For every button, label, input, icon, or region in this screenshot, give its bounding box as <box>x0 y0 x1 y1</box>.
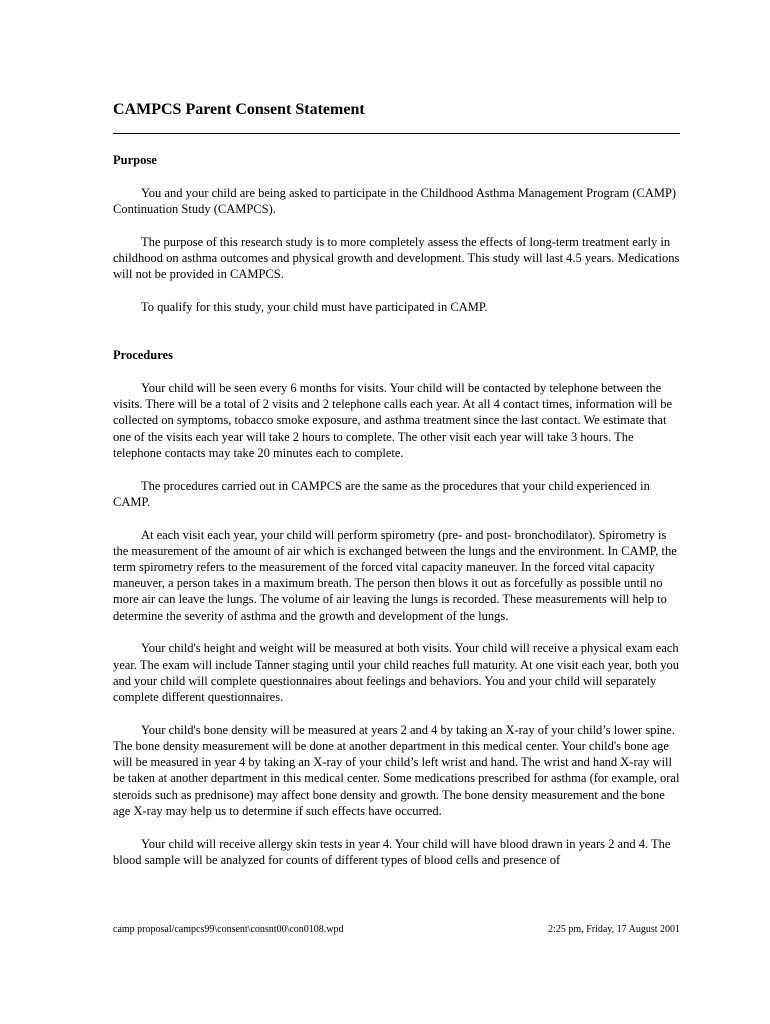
footer-timestamp: 2:25 pm, Friday, 17 August 2001 <box>548 924 680 935</box>
section-heading-procedures: Procedures <box>113 348 173 363</box>
document-body <box>113 152 680 868</box>
document-title: CAMPCS Parent Consent Statement <box>113 101 365 118</box>
section-heading-purpose: Purpose <box>113 153 157 167</box>
paragraph: To qualify for this study, your child must have participated in CAMP. <box>141 300 488 314</box>
paragraph: At each visit each year, your child will perform spirometry (pre- and post- bronchodilator). Spirometry is the measurement of the amount of air which is exchanged between the lungs and the environment. In CAMP, the term spirometry refers to the measurement of the forced vital capacity maneuver. In the forced vital capacity maneuver, a person takes in a maximum breath. The person then blows it out as forcefully as possible until no more air can leave the lungs. The volume of air leaving the lungs is recorded. These measurements will help to determine the severity of asthma and the growth and development of the lungs. <box>113 527 677 623</box>
section-procedures <box>113 347 680 868</box>
paragraph: The purpose of this research study is to more completely assess the effects of long-term treatment early in childhood on asthma outcomes and physical growth and development. This study will last 4.5 years. Medications will not be provided in CAMPCS. <box>113 234 680 282</box>
paragraph: You and your child are being asked to participate in the Childhood Asthma Management Program (CAMP) Continuation Study (CAMPCS). <box>113 185 677 216</box>
paragraph: Your child will receive allergy skin tests in year 4. Your child will have blood drawn in years 2 and 4. The blood sample will be analyzed for counts of different types of blood cells and presence of <box>113 836 671 867</box>
paragraph: Your child's height and weight will be measured at both visits. Your child will receive a physical exam each year. The exam will include Tanner staging until your child reaches full maturity. At one visit each year, both you and your child will complete questionnaires about feelings and behaviors. You and your child will separately complete different questionnaires. <box>113 641 679 705</box>
footer-file-path: camp proposal/campcs99\consent\consnt00\con0108.wpd <box>113 924 344 935</box>
paragraph: The procedures carried out in CAMPCS are the same as the procedures that your child experienced in CAMP. <box>113 478 650 509</box>
section-purpose <box>113 152 680 315</box>
paragraph: Your child's bone density will be measured at years 2 and 4 by taking an X-ray of your child’s lower spine. The bone density measurement will be done at another department in this medical center. Your child's bone age will be measured in year 4 by taking an X-ray of your child’s left wrist and hand. The wrist and hand X-ray will be taken at another department in this medical center. Some medications prescribed for asthma (for example, oral steroids such as prednisone) may affect bone density and growth. The bone density measurement and the bone age X-ray may help us to determine if such effects have occurred. <box>113 722 680 818</box>
title-divider <box>113 133 680 134</box>
paragraph: Your child will be seen every 6 months for visits. Your child will be contacted by telephone between the visits. There will be a total of 2 visits and 2 telephone calls each year. At all 4 contact times, information will be collected on symptoms, tobacco smoke exposure, and asthma treatment since the last contact. We estimate that one of the visits each year will take 2 hours to complete. The other visit each year will take 3 hours. The telephone contacts may take 20 minutes each to complete. <box>113 381 673 460</box>
